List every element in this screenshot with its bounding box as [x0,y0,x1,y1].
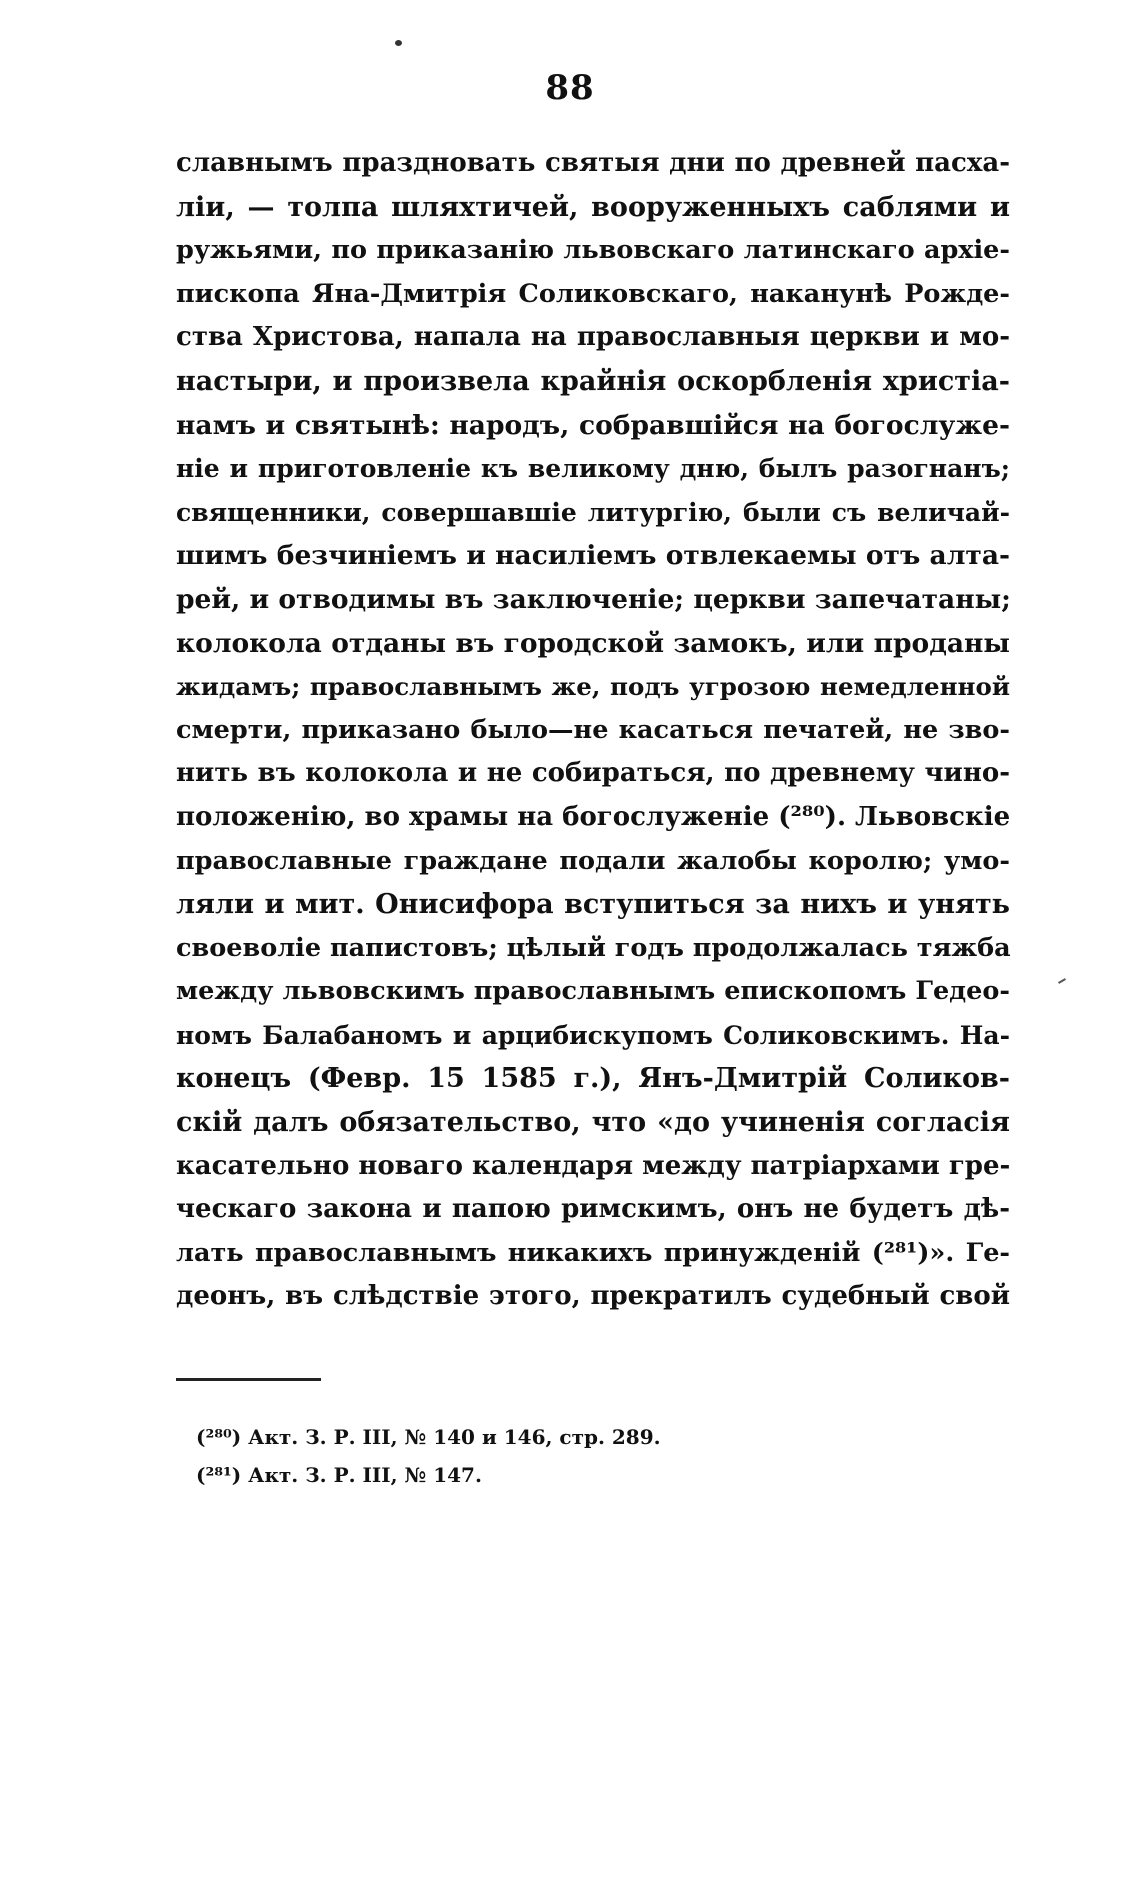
body-line: настыри, и произвела крайнія оскорбленія христіа- [176,365,1010,397]
body-text [176,142,1010,1319]
body-line: нить въ колокола и не собираться, по древнему чино- [176,758,1010,789]
body-line: между львовскимъ православнымъ епископомъ Гедео- [176,976,1010,1007]
footnotes [196,1418,896,1494]
body-line: жидамъ; православнымъ же, подъ угрозою немедленной [176,672,1010,702]
body-line: ружьями, по приказанію львовскаго латинскаго архіе- [176,235,1010,266]
body-line: ляли и мит. Онисифора вступиться за нихъ и унять [176,889,1010,921]
body-line: пископа Яна-Дмитрія Соликовскаго, наканунѣ Рожде- [176,278,1010,309]
body-line: православные граждане подали жалобы королю; умо- [176,845,1010,876]
body-line: своеволіе папистовъ; цѣлый годъ продолжалась тяжба [176,932,1011,963]
body-line: ліи, — толпа шляхтичей, вооруженныхъ саблями и [176,191,1010,223]
body-line: славнымъ праздновать святыя дни по древней пасха- [176,148,1010,178]
ink-speck [395,40,402,46]
body-line: касательно новаго календаря между патріархами гре- [176,1150,1011,1181]
body-line: ческаго закона и папою римскимъ, онъ не будетъ дѣ- [176,1194,1010,1225]
body-line: шимъ безчиніемъ и насиліемъ отвлекаемы отъ алта- [176,540,1010,572]
margin-mark [1058,978,1066,984]
body-line: ніе и приготовленіе къ великому дню, былъ разогнанъ; [176,454,1010,484]
body-line: намъ и святынѣ: народъ, собравшійся на богослуже- [176,409,1010,441]
body-line: лать православнымъ никакихъ принужденій (²⁸¹)». Ге- [176,1237,1010,1268]
body-line: рей, и отводимы въ заключеніе; церкви запечатаны; [176,583,1011,615]
footnote: (²⁸¹) Акт. З. Р. III, № 147. [196,1463,482,1487]
footnote-rule [176,1378,321,1381]
body-line: священники, совершавшіе литургію, были съ величай- [176,497,1010,527]
body-line: скій далъ обязательство, что «до учиненія согласія [176,1107,1010,1139]
body-line: колокола отданы въ городской замокъ, или проданы [176,627,1010,659]
body-line: конецъ (Февр. 15 1585 г.), Янъ-Дмитрій Соликов- [176,1063,1010,1095]
body-line: ства Христова, напала на православныя церкви и мо- [176,322,1010,353]
page-number: 88 [545,68,595,108]
body-line: смерти, приказано было—не касаться печатей, не зво- [176,714,1010,745]
body-line: положенію, во храмы на богослуженіе (²⁸⁰). Львовскіе [176,801,1011,832]
body-line: номъ Балабаномъ и арцибискупомъ Соликовскимъ. На- [176,1020,1010,1050]
body-line: деонъ, въ слѣдствіе этого, прекратилъ судебный свой [176,1281,1010,1312]
footnote: (²⁸⁰) Акт. З. Р. III, № 140 и 146, стр. 289. [196,1425,661,1449]
